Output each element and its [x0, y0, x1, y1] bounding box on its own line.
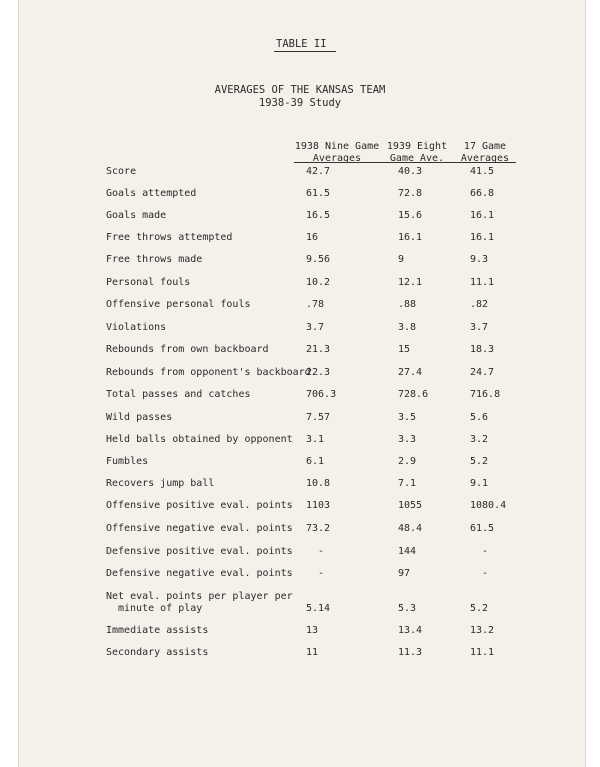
- table-cell: 11: [306, 647, 319, 658]
- column-header-line: Averages: [460, 153, 510, 164]
- table-cell: 24.7: [470, 367, 495, 378]
- table-cell: 5.14: [306, 603, 331, 614]
- row-label: Personal fouls: [106, 277, 191, 288]
- table-cell: 728.6: [398, 389, 429, 400]
- table-cell: 21.3: [306, 344, 331, 355]
- table-cell: 5.6: [470, 412, 489, 423]
- row-label: Immediate assists: [106, 625, 209, 636]
- table-cell: 41.5: [470, 166, 495, 177]
- row-label: Rebounds from opponent's backboard: [106, 367, 311, 378]
- table-cell: 9.1: [470, 478, 489, 489]
- table-cell: 3.5: [398, 412, 417, 423]
- document-page: [18, 0, 586, 767]
- table-cell: 7.1: [398, 478, 417, 489]
- table-cell: 66.8: [470, 188, 495, 199]
- table-cell: 11.3: [398, 647, 423, 658]
- row-label: Offensive negative eval. points: [106, 523, 293, 534]
- row-label: Fumbles: [106, 456, 149, 467]
- row-label: Violations: [106, 322, 167, 333]
- table-cell: 5.2: [470, 603, 489, 614]
- column-header-line: 1938 Nine Game: [294, 141, 380, 152]
- table-cell: 15: [398, 344, 411, 355]
- table-cell: 16.1: [398, 232, 423, 243]
- table-cell: 9.3: [470, 254, 489, 265]
- row-label: Defensive positive eval. points: [106, 546, 293, 557]
- row-label: Defensive negative eval. points: [106, 568, 293, 579]
- table-cell: 3.2: [470, 434, 489, 445]
- table-subtitle: AVERAGES OF THE KANSAS TEAM: [214, 84, 386, 96]
- row-label: Free throws made: [106, 254, 203, 265]
- column-header-line: 1939 Eight: [386, 141, 448, 152]
- table-cell: 73.2: [306, 523, 331, 534]
- column-header-line: 17 Game: [463, 141, 507, 152]
- table-cell: -: [318, 568, 325, 579]
- table-cell: .78: [306, 299, 325, 310]
- row-label-line: minute of play: [118, 603, 203, 614]
- row-label: Offensive personal fouls: [106, 299, 251, 310]
- table-cell: -: [482, 546, 489, 557]
- table-cell: 48.4: [398, 523, 423, 534]
- row-label: Wild passes: [106, 412, 173, 423]
- row-label: Total passes and catches: [106, 389, 251, 400]
- column-header-line: Averages: [312, 153, 362, 164]
- table-cell: 3.3: [398, 434, 417, 445]
- row-label: Offensive positive eval. points: [106, 500, 293, 511]
- table-cell: 16.1: [470, 210, 495, 221]
- table-cell: .88: [398, 299, 417, 310]
- table-cell: 12.1: [398, 277, 423, 288]
- table-cell: 3.8: [398, 322, 417, 333]
- table-cell: 9.56: [306, 254, 331, 265]
- table-cell: 72.8: [398, 188, 423, 199]
- table-cell: 3.7: [470, 322, 489, 333]
- table-cell: 15.6: [398, 210, 423, 221]
- row-label: Recovers jump ball: [106, 478, 215, 489]
- table-cell: 144: [398, 546, 417, 557]
- table-cell: 1103: [306, 500, 331, 511]
- row-label: Rebounds from own backboard: [106, 344, 269, 355]
- table-cell: 3.1: [306, 434, 325, 445]
- table-cell: 13.4: [398, 625, 423, 636]
- row-label: Free throws attempted: [106, 232, 233, 243]
- table-cell: -: [318, 546, 325, 557]
- table-cell: 13.2: [470, 625, 495, 636]
- table-cell: -: [482, 568, 489, 579]
- row-label: Goals attempted: [106, 188, 197, 199]
- table-cell: 42.7: [306, 166, 331, 177]
- table-cell: .82: [470, 299, 489, 310]
- table-cell: 5.3: [398, 603, 417, 614]
- table-cell: 1055: [398, 500, 423, 511]
- table-cell: 40.3: [398, 166, 423, 177]
- table-cell: 7.57: [306, 412, 331, 423]
- table-cell: 16.1: [470, 232, 495, 243]
- table-cell: 716.8: [470, 389, 501, 400]
- table-cell: 16: [306, 232, 319, 243]
- row-label: Score: [106, 166, 137, 177]
- table-cell: 11.1: [470, 647, 495, 658]
- header-rule: [294, 162, 516, 163]
- table-cell: 16.5: [306, 210, 331, 221]
- title-underline: [274, 51, 336, 52]
- table-cell: 706.3: [306, 389, 337, 400]
- table-cell: 10.8: [306, 478, 331, 489]
- table-cell: 3.7: [306, 322, 325, 333]
- table-cell: 13: [306, 625, 319, 636]
- table-cell: 11.1: [470, 277, 495, 288]
- row-label: Goals made: [106, 210, 167, 221]
- row-label: Secondary assists: [106, 647, 209, 658]
- table-cell: 18.3: [470, 344, 495, 355]
- table-cell: 27.4: [398, 367, 423, 378]
- table-cell: 22.3: [306, 367, 331, 378]
- column-header-line: Game Ave.: [389, 153, 445, 164]
- row-label: [106, 591, 293, 615]
- table-cell: 5.2: [470, 456, 489, 467]
- table-cell: 97: [398, 568, 411, 579]
- table-cell: 9: [398, 254, 405, 265]
- table-cell: 10.2: [306, 277, 331, 288]
- table-cell: 61.5: [306, 188, 331, 199]
- table-title: TABLE II: [276, 38, 327, 50]
- table-cell: 2.9: [398, 456, 417, 467]
- row-label: Held balls obtained by opponent: [106, 434, 293, 445]
- table-cell: 1080.4: [470, 500, 507, 511]
- row-label-line: Net eval. points per player per: [106, 591, 293, 602]
- table-cell: 61.5: [470, 523, 495, 534]
- table-study-label: 1938-39 Study: [258, 97, 342, 109]
- table-cell: 6.1: [306, 456, 325, 467]
